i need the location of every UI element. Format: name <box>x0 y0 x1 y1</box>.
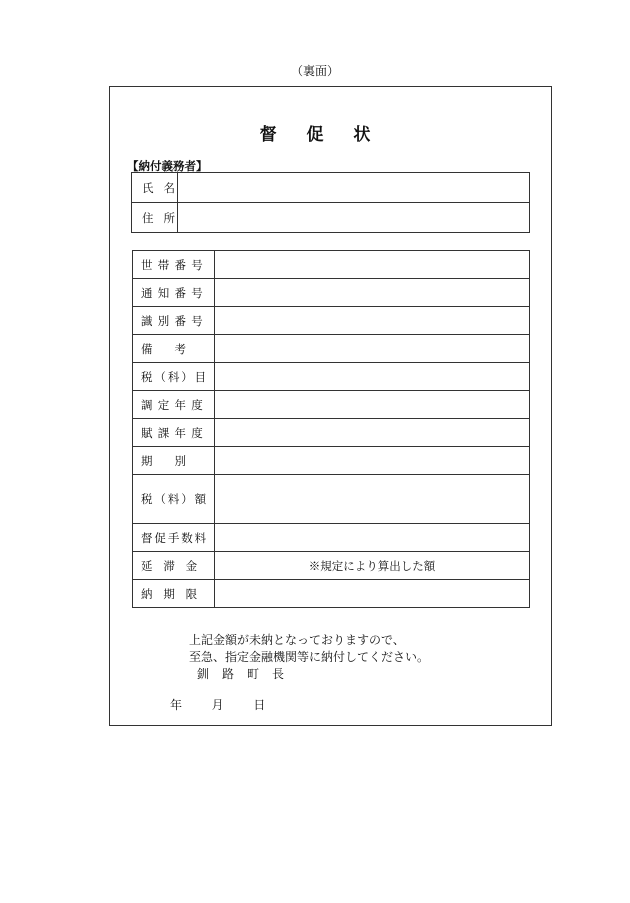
date-year-label: 年 <box>170 698 183 712</box>
detail-row <box>133 307 530 335</box>
issuer-char: 町 <box>247 667 260 681</box>
label-char: 考 <box>174 341 186 356</box>
label-char: 促 <box>154 530 166 545</box>
label-char: 番 <box>174 285 186 300</box>
label-char: 料 <box>194 530 207 545</box>
detail-row-value[interactable] <box>215 580 530 608</box>
title-char: 状 <box>353 125 371 145</box>
detail-row-label <box>133 447 215 475</box>
label-char: 科 <box>167 369 180 384</box>
label-char: 賦 <box>141 425 153 440</box>
detail-row-value[interactable] <box>215 447 530 475</box>
date-month-label: 月 <box>211 698 224 712</box>
label-char: 号 <box>191 285 203 300</box>
detail-table <box>132 250 530 608</box>
detail-row-label <box>133 475 215 524</box>
detail-row-label <box>133 391 215 419</box>
obligor-address-value[interactable] <box>178 203 530 233</box>
label-char: （ <box>154 492 166 506</box>
detail-row-value[interactable] <box>215 524 530 552</box>
detail-row-label <box>133 524 215 552</box>
label-char: 別 <box>174 453 186 468</box>
issuer-char: 釧 <box>197 667 210 681</box>
obligor-row-name <box>132 173 530 203</box>
detail-row-value[interactable] <box>215 279 530 307</box>
label-char: ） <box>181 492 193 506</box>
issuer <box>197 665 297 682</box>
side-label: （裏面） <box>290 64 339 78</box>
label-char: 度 <box>191 425 203 440</box>
obligor-label <box>132 173 178 203</box>
label-char: 期 <box>141 453 153 468</box>
label-char: 通 <box>141 285 153 300</box>
label-char: 額 <box>194 492 207 506</box>
detail-row <box>133 363 530 391</box>
detail-row-label <box>133 419 215 447</box>
label-char: 料 <box>167 492 180 506</box>
detail-row <box>133 552 530 580</box>
label-char: 番 <box>174 257 186 272</box>
label-char: 世 <box>141 257 153 272</box>
label-char: 年 <box>174 425 186 440</box>
label-char: 税 <box>141 492 153 506</box>
label-char: （ <box>154 369 166 384</box>
label-char: 課 <box>157 425 170 440</box>
label-char: 住 <box>142 210 154 225</box>
detail-row-label <box>133 335 215 363</box>
label-char: 名 <box>163 180 175 195</box>
detail-row-value[interactable] <box>215 363 530 391</box>
label-char: 税 <box>141 369 153 384</box>
detail-row-value[interactable] <box>215 335 530 363</box>
detail-row <box>133 475 530 524</box>
label-char: 滞 <box>163 558 175 573</box>
label-char: 別 <box>157 313 170 328</box>
detail-row <box>133 419 530 447</box>
label-char: 号 <box>191 257 203 272</box>
issue-date <box>170 696 265 713</box>
label-char: 期 <box>163 586 175 601</box>
obligor-row-address <box>132 203 530 233</box>
label-char: 所 <box>163 210 175 225</box>
obligor-section-label: 【納付義務者】 <box>127 159 208 173</box>
label-char: 手 <box>167 530 180 545</box>
label-char: 金 <box>185 558 198 573</box>
detail-row-label <box>133 363 215 391</box>
title-char: 督 <box>259 125 277 145</box>
detail-row-label <box>133 307 215 335</box>
label-char: 限 <box>185 586 198 601</box>
label-char: ） <box>181 369 193 384</box>
label-char: 数 <box>181 530 193 545</box>
label-char: 目 <box>194 369 207 384</box>
detail-row-label <box>133 279 215 307</box>
obligor-label <box>132 203 178 233</box>
detail-row <box>133 447 530 475</box>
issuer-char: 路 <box>222 667 235 681</box>
label-char: 度 <box>191 397 203 412</box>
label-char: 知 <box>157 285 170 300</box>
detail-row-value[interactable] <box>215 475 530 524</box>
label-char: 納 <box>141 586 153 601</box>
label-char: 調 <box>141 397 153 412</box>
obligor-name-value[interactable] <box>178 173 530 203</box>
detail-row-label <box>133 552 215 580</box>
label-char: 定 <box>157 397 170 412</box>
detail-row <box>133 251 530 279</box>
label-char: 氏 <box>142 180 154 195</box>
issuer-char: 長 <box>272 667 285 681</box>
notice-message <box>189 632 429 665</box>
label-char: 帯 <box>157 257 170 272</box>
title-char: 促 <box>306 125 324 145</box>
detail-row-value[interactable] <box>215 251 530 279</box>
label-char: 号 <box>191 313 203 328</box>
message-line: 上記金額が未納となっておりますので、 <box>189 633 405 647</box>
label-char: 延 <box>141 558 153 573</box>
date-day-label: 日 <box>253 698 266 712</box>
obligor-table <box>131 172 530 233</box>
label-char: 督 <box>141 530 153 545</box>
detail-row <box>133 391 530 419</box>
document-title <box>0 120 630 145</box>
detail-row-value[interactable] <box>215 307 530 335</box>
detail-row <box>133 335 530 363</box>
label-char: 備 <box>141 341 153 356</box>
label-char: 識 <box>141 313 153 328</box>
detail-row-value[interactable] <box>215 391 530 419</box>
detail-row-value[interactable]: ※規定により算出した額 <box>215 552 530 580</box>
detail-row-label <box>133 580 215 608</box>
detail-row <box>133 524 530 552</box>
detail-row-label <box>133 251 215 279</box>
label-char: 番 <box>174 313 186 328</box>
message-line: 至急、指定金融機関等に納付してください。 <box>189 649 430 664</box>
detail-row <box>133 580 530 608</box>
detail-row-value[interactable] <box>215 419 530 447</box>
label-char: 年 <box>174 397 186 412</box>
detail-row <box>133 279 530 307</box>
